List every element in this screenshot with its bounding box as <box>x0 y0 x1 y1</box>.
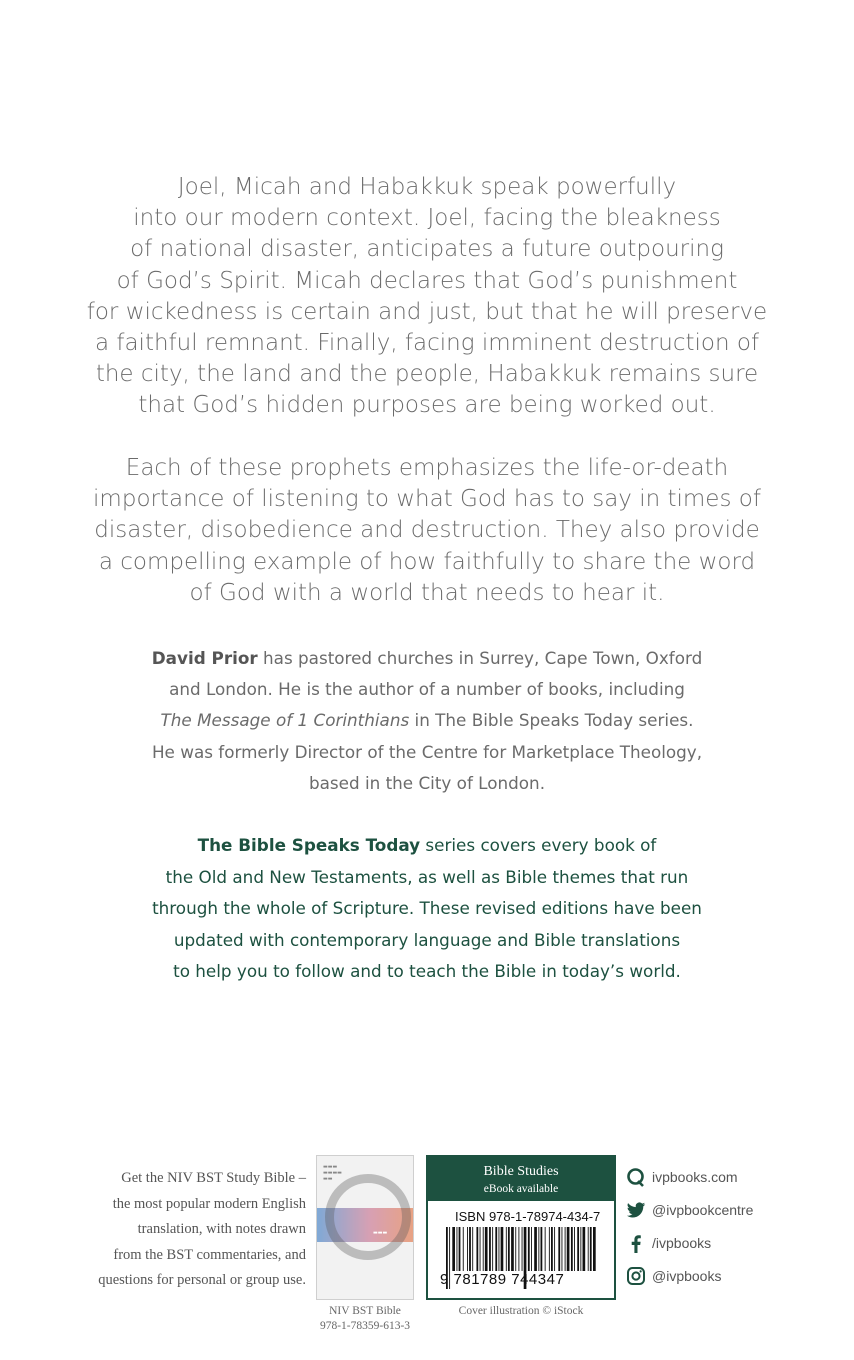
barcode-bar <box>577 1227 579 1271</box>
isbn-barcode-box <box>426 1155 616 1300</box>
blurb-line: into our modern context. Joel, facing the bleakness <box>133 205 721 232</box>
study-bible-cover-image <box>316 1155 414 1300</box>
banner-ebook: eBook available <box>483 1183 559 1195</box>
barcode-bar <box>574 1227 575 1271</box>
blurb-line: of national disaster, anticipates a future outpouring <box>130 236 724 263</box>
blurb-line: Each of these prophets emphasizes the life-or-death <box>125 455 729 481</box>
promo-line: from the BST commentaries, and <box>113 1246 306 1263</box>
promo-line: the most popular modern English <box>112 1195 306 1212</box>
barcode-bar <box>522 1227 523 1271</box>
blurb-line: a compelling example of how faithfully to share the word <box>98 548 756 575</box>
bio-text: has pastored churches in Surrey, Cape Town, Oxford <box>257 648 703 668</box>
barcode-bar <box>492 1227 493 1271</box>
study-bible-caption <box>290 1304 440 1334</box>
barcode-bar <box>508 1227 510 1271</box>
cover-credit: Cover illustration © iStock <box>458 1305 584 1317</box>
bio-text: in The Bible Speaks Today series. <box>409 710 694 731</box>
barcode-digits: 9 781789 744347 <box>440 1271 565 1288</box>
barcode-bar <box>511 1227 514 1271</box>
blurb-line: of God’s Spirit. Micah declares that God’s punishment <box>116 267 738 294</box>
barcode-bar <box>463 1227 464 1271</box>
banner-category: Bible Studies <box>483 1164 559 1179</box>
blurb-paragraph-1 <box>60 172 794 422</box>
blurb-line: that God’s hidden purposes are being worked out. <box>138 392 716 419</box>
barcode-bar <box>593 1227 596 1271</box>
barcode-bar <box>562 1227 563 1271</box>
caption-isbn: 978-1-78359-613-3 <box>319 1320 411 1332</box>
barcode-bar <box>459 1227 461 1271</box>
website-link[interactable] <box>626 1166 826 1188</box>
series-text: through the whole of Scripture. These revised editions have been <box>152 898 702 918</box>
facebook-link[interactable] <box>626 1232 826 1254</box>
blurb-line: for wickedness is certain and just, but that he will preserve <box>86 298 768 325</box>
isbn-label: ISBN 978-1-78974-434-7 <box>455 1209 601 1224</box>
series-text: the Old and New Testaments, as well as Bible themes that run <box>165 866 689 887</box>
barcode-bar <box>558 1227 560 1271</box>
barcode-bar <box>483 1227 484 1271</box>
author-name: David Prior <box>151 648 258 668</box>
series-text: to help you to follow and to teach the Bible in today’s world. <box>173 961 681 981</box>
barcode-bar <box>590 1227 592 1271</box>
series-description <box>100 830 754 988</box>
barcode-bar <box>565 1227 566 1271</box>
barcode-bar <box>571 1227 573 1271</box>
study-bible-promo <box>46 1166 306 1294</box>
facebook-text: /ivpbooks <box>652 1235 712 1251</box>
blurb-line: disaster, disobedience and destruction. They also provide <box>94 517 760 544</box>
twitter-text: @ivpbookcentre <box>652 1202 754 1218</box>
barcode-bar <box>476 1227 478 1271</box>
blurb-line: a faithful remnant. Finally, facing imminent destruction of <box>94 330 760 357</box>
barcode-bar <box>534 1227 537 1271</box>
cover-decoration: ▬▬▬ <box>373 1230 388 1236</box>
barcode-bar <box>531 1227 532 1271</box>
barcode-bar <box>452 1227 455 1271</box>
barcode-bar <box>518 1227 519 1271</box>
series-text: updated with contemporary language and Bible translations <box>173 929 681 950</box>
barcode-bar <box>554 1227 555 1271</box>
blurb-line: Joel, Micah and Habakkuk speak powerfully <box>177 174 677 200</box>
barcode-bar <box>501 1227 504 1271</box>
barcode-bar <box>457 1227 458 1271</box>
barcode-bar <box>567 1227 570 1271</box>
series-name: The Bible Speaks Today <box>197 835 421 855</box>
barcode-bar <box>472 1227 473 1271</box>
barcode-bar <box>499 1227 500 1271</box>
barcode-bar <box>469 1227 471 1271</box>
barcode-bar <box>528 1227 530 1271</box>
instagram-text: @ivpbooks <box>652 1268 722 1284</box>
bio-text: and London. He is the author of a number of books, including <box>169 679 685 700</box>
promo-line: Get the NIV BST Study Bible – <box>121 1170 306 1186</box>
barcode-bar <box>538 1227 539 1271</box>
ebook-banner <box>428 1157 614 1201</box>
blurb-line: of God with a world that needs to hear it. <box>189 579 665 606</box>
barcode-bar <box>495 1227 497 1271</box>
series-text: series covers every book of <box>420 835 657 855</box>
barcode-bar <box>545 1227 546 1271</box>
barcode-bar <box>583 1227 586 1271</box>
twitter-link[interactable] <box>626 1199 826 1221</box>
barcode-bar <box>541 1227 543 1271</box>
barcode-bar <box>489 1227 491 1271</box>
twitter-icon <box>626 1200 646 1220</box>
barcode-bar <box>515 1227 516 1271</box>
barcode-bar <box>485 1227 488 1271</box>
blurb-line: importance of listening to what God has to say in times of <box>93 486 761 513</box>
bio-text: He was formerly Director of the Centre for Marketplace Theology, <box>151 741 703 762</box>
barcode-bar <box>551 1227 553 1271</box>
promo-line: questions for personal or group use. <box>98 1272 306 1288</box>
blurb-line: the city, the land and the people, Habakkuk remains sure <box>95 361 759 388</box>
book-title: The Message of 1 Corinthians <box>160 710 410 731</box>
website-text: ivpbooks.com <box>652 1169 738 1185</box>
barcode-bar <box>506 1227 507 1271</box>
instagram-icon <box>626 1266 646 1286</box>
blurb-paragraph-2 <box>60 453 794 609</box>
cover-decoration: ▬▬▬ ▬▬▬▬ ▬▬ <box>323 1164 342 1182</box>
facebook-icon <box>626 1233 646 1253</box>
author-bio <box>100 643 754 799</box>
barcode-bar <box>549 1227 550 1271</box>
bio-text: based in the City of London. <box>308 772 546 793</box>
barcode-bar <box>480 1227 481 1271</box>
cover-ring-graphic <box>325 1174 411 1260</box>
instagram-link[interactable] <box>626 1265 826 1287</box>
ivp-q-icon <box>626 1167 646 1187</box>
promo-line: translation, with notes drawn <box>137 1221 306 1237</box>
barcode-bar <box>467 1227 468 1271</box>
barcode-bar <box>588 1227 589 1271</box>
barcode-bar <box>580 1227 581 1271</box>
caption-title: NIV BST Bible <box>329 1305 401 1317</box>
